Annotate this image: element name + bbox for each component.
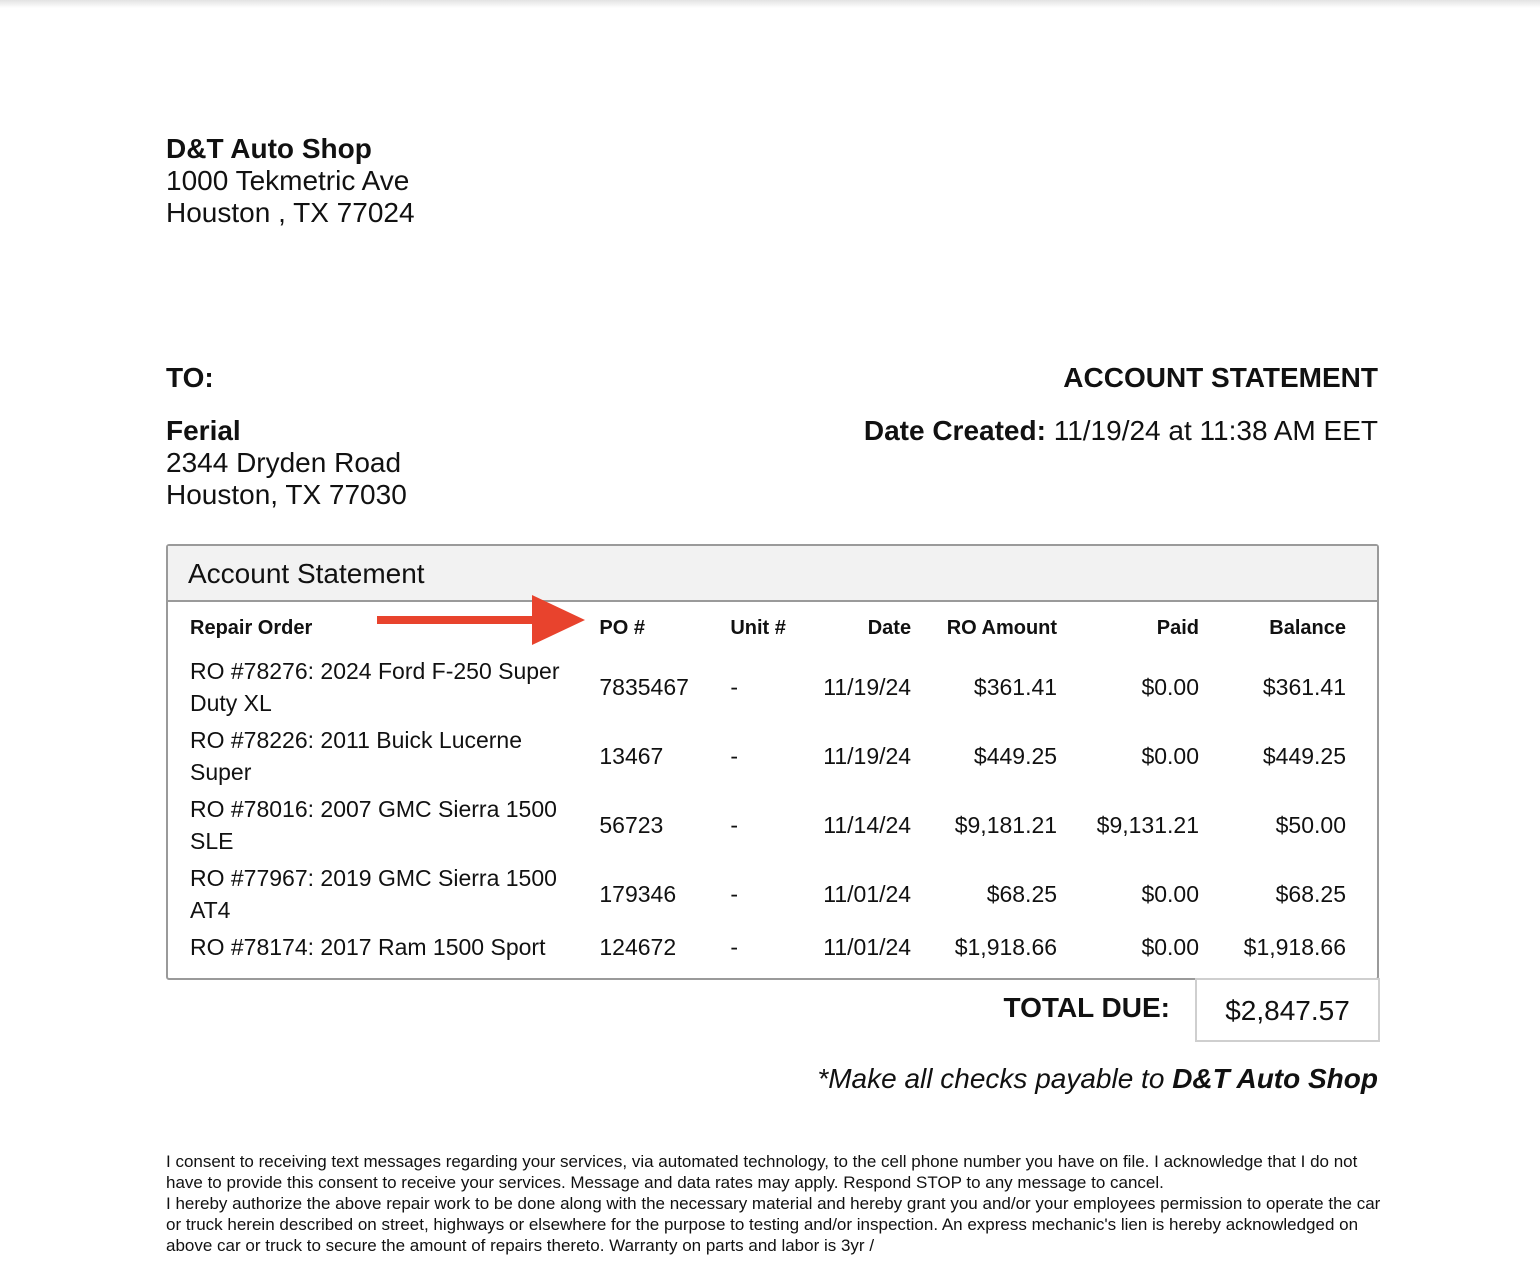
header-balance: Balance bbox=[1269, 616, 1346, 639]
cell-unit: - bbox=[730, 742, 738, 769]
total-due-label: TOTAL DUE: bbox=[1003, 992, 1170, 1023]
table-header-row bbox=[178, 604, 1358, 652]
cell-paid: $0.00 bbox=[1141, 880, 1199, 907]
customer-address-line1: 2344 Dryden Road bbox=[166, 447, 402, 478]
page-top-shadow bbox=[0, 0, 1540, 8]
cell-po: 56723 bbox=[599, 811, 664, 838]
cell-paid: $0.00 bbox=[1141, 742, 1199, 769]
cell-po: 13467 bbox=[599, 742, 664, 769]
cell-date: 11/01/24 bbox=[823, 880, 912, 907]
date-created-label: Date Created: bbox=[863, 415, 1046, 446]
right-arrow-icon bbox=[377, 595, 585, 645]
date-created bbox=[864, 415, 1378, 447]
shop-address-line2: Houston , TX 77024 bbox=[166, 197, 415, 228]
customer-address-line2: Houston, TX 77030 bbox=[166, 479, 407, 510]
shop-info bbox=[166, 133, 415, 229]
total-due-value: $2,847.57 bbox=[1195, 978, 1380, 1042]
cell-repair-order: RO #78226: 2011 Buick Lucerne Super bbox=[190, 726, 523, 785]
cell-ro-amount: $361.41 bbox=[973, 673, 1058, 700]
cell-repair-order: RO #78016: 2007 GMC Sierra 1500 SLE bbox=[190, 795, 557, 854]
cell-po: 179346 bbox=[599, 880, 677, 907]
table-row bbox=[178, 721, 1358, 790]
table-row bbox=[178, 790, 1358, 859]
cell-balance: $1,918.66 bbox=[1243, 934, 1346, 960]
cell-balance: $50.00 bbox=[1275, 811, 1346, 838]
cell-unit: - bbox=[730, 934, 738, 960]
cell-balance: $449.25 bbox=[1262, 742, 1346, 769]
cell-paid: $0.00 bbox=[1141, 673, 1199, 700]
cell-ro-amount: $68.25 bbox=[986, 880, 1058, 907]
header-unit: Unit # bbox=[730, 616, 786, 639]
consent-paragraph: I consent to receiving text messages regarding your services, via automated technology, to the cell phone number you have on file. I acknowledge that I do not have to provide this consent to receive your services. Message and data rates may apply. Respond STOP to any message to cancel. bbox=[166, 1152, 1358, 1192]
cell-ro-amount: $449.25 bbox=[973, 742, 1058, 769]
customer-name: Ferial bbox=[166, 415, 241, 446]
header-repair-order: Repair Order bbox=[190, 616, 313, 639]
cell-po: 124672 bbox=[599, 934, 677, 960]
checks-note-payee: D&T Auto Shop bbox=[1172, 1063, 1378, 1094]
cell-balance: $68.25 bbox=[1275, 880, 1346, 907]
date-created-value: 11/19/24 at 11:38 AM EET bbox=[1053, 415, 1378, 446]
authorization-paragraph: I hereby authorize the above repair work to be done along with the necessary material and hereby grant you and/or your employees permission to operate the car or truck herein described on street, highways or elsewhere for the purpose to testing and/or inspection. An express mechanic's lien is hereby acknowledged on above car or truck to secure the amount of repairs thereto. Warranty on parts and labor is 3yr / bbox=[166, 1194, 1381, 1255]
cell-date: 11/01/24 bbox=[823, 934, 912, 960]
cell-repair-order: RO #78276: 2024 Ford F-250 Super Duty XL bbox=[190, 657, 560, 716]
table-row bbox=[178, 859, 1358, 928]
cell-repair-order: RO #78174: 2017 Ram 1500 Sport bbox=[190, 934, 546, 960]
cell-ro-amount: $1,918.66 bbox=[954, 934, 1058, 960]
repair-orders-table bbox=[178, 604, 1358, 966]
cell-po: 7835467 bbox=[599, 673, 689, 700]
cell-paid: $0.00 bbox=[1141, 934, 1199, 960]
cell-repair-order: RO #77967: 2019 GMC Sierra 1500 AT4 bbox=[190, 864, 557, 923]
checks-note-prefix: *Make all checks payable to bbox=[817, 1063, 1173, 1094]
statement-title: ACCOUNT STATEMENT bbox=[1063, 362, 1378, 393]
cell-date: 11/14/24 bbox=[823, 811, 912, 838]
panel-title: Account Statement bbox=[168, 546, 1377, 602]
customer-info bbox=[166, 415, 407, 511]
cell-date: 11/19/24 bbox=[823, 673, 912, 700]
table-row bbox=[178, 928, 1358, 966]
shop-name: D&T Auto Shop bbox=[166, 133, 372, 164]
header-ro-amount: RO Amount bbox=[946, 616, 1058, 639]
cell-paid: $9,131.21 bbox=[1096, 811, 1199, 838]
legal-text bbox=[166, 1151, 1381, 1256]
header-paid: Paid bbox=[1156, 616, 1199, 639]
checks-payable-note bbox=[817, 1063, 1378, 1095]
cell-unit: - bbox=[730, 673, 738, 700]
to-label: TO: bbox=[166, 362, 214, 393]
cell-unit: - bbox=[730, 880, 738, 907]
cell-balance: $361.41 bbox=[1262, 673, 1346, 700]
header-date: Date bbox=[867, 616, 912, 639]
header-po: PO # bbox=[599, 616, 645, 639]
table-row bbox=[178, 652, 1358, 721]
shop-address-line1: 1000 Tekmetric Ave bbox=[166, 165, 410, 196]
account-statement-panel bbox=[166, 544, 1379, 980]
cell-unit: - bbox=[730, 811, 738, 838]
cell-date: 11/19/24 bbox=[823, 742, 912, 769]
cell-ro-amount: $9,181.21 bbox=[954, 811, 1058, 838]
